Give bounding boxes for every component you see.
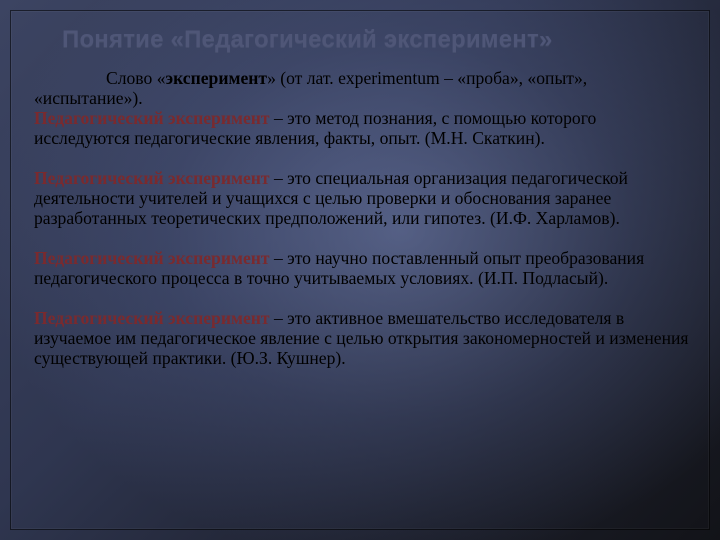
definition-text: – это научно поставленный опыт преобразования педагогического процесса в точно учитываемых условиях. (И.П. Подласый). — [34, 248, 645, 288]
definition-paragraph — [34, 308, 694, 368]
intro-text-end: » (от лат. experimentum – «проба», «опыт», «испытание»). — [34, 68, 588, 108]
definition-text: – это метод познания, с помощью которого исследуются педагогические явления, факты, опыт. (М.Н. Скаткин). — [34, 108, 597, 148]
definition-term: Педагогический эксперимент — [34, 168, 270, 188]
intro-paragraph — [34, 68, 694, 108]
slide-title: Понятие «Педагогический эксперимент» — [62, 26, 553, 53]
definition-term: Педагогический эксперимент — [34, 308, 270, 328]
intro-text-start: Слово « — [106, 68, 166, 88]
definition-paragraph — [34, 168, 694, 228]
definition-text: – это специальная организация педагогической деятельности учителей и учащихся с целью проверки и обоснования заранее разработанных теоретических предположений, или гипотез. (И.Ф. Харламов). — [34, 168, 628, 228]
definition-text: – это активное вмешательство исследователя в изучаемое им педагогическое явление с целью открытия закономерностей и изменения существующей практики. (Ю.З. Кушнер). — [34, 308, 689, 368]
definition-paragraph — [34, 108, 694, 148]
slide-content — [34, 68, 694, 368]
definition-term: Педагогический эксперимент — [34, 108, 270, 128]
definition-term: Педагогический эксперимент — [34, 248, 270, 268]
definition-paragraph — [34, 248, 694, 288]
intro-term: эксперимент — [165, 68, 268, 88]
